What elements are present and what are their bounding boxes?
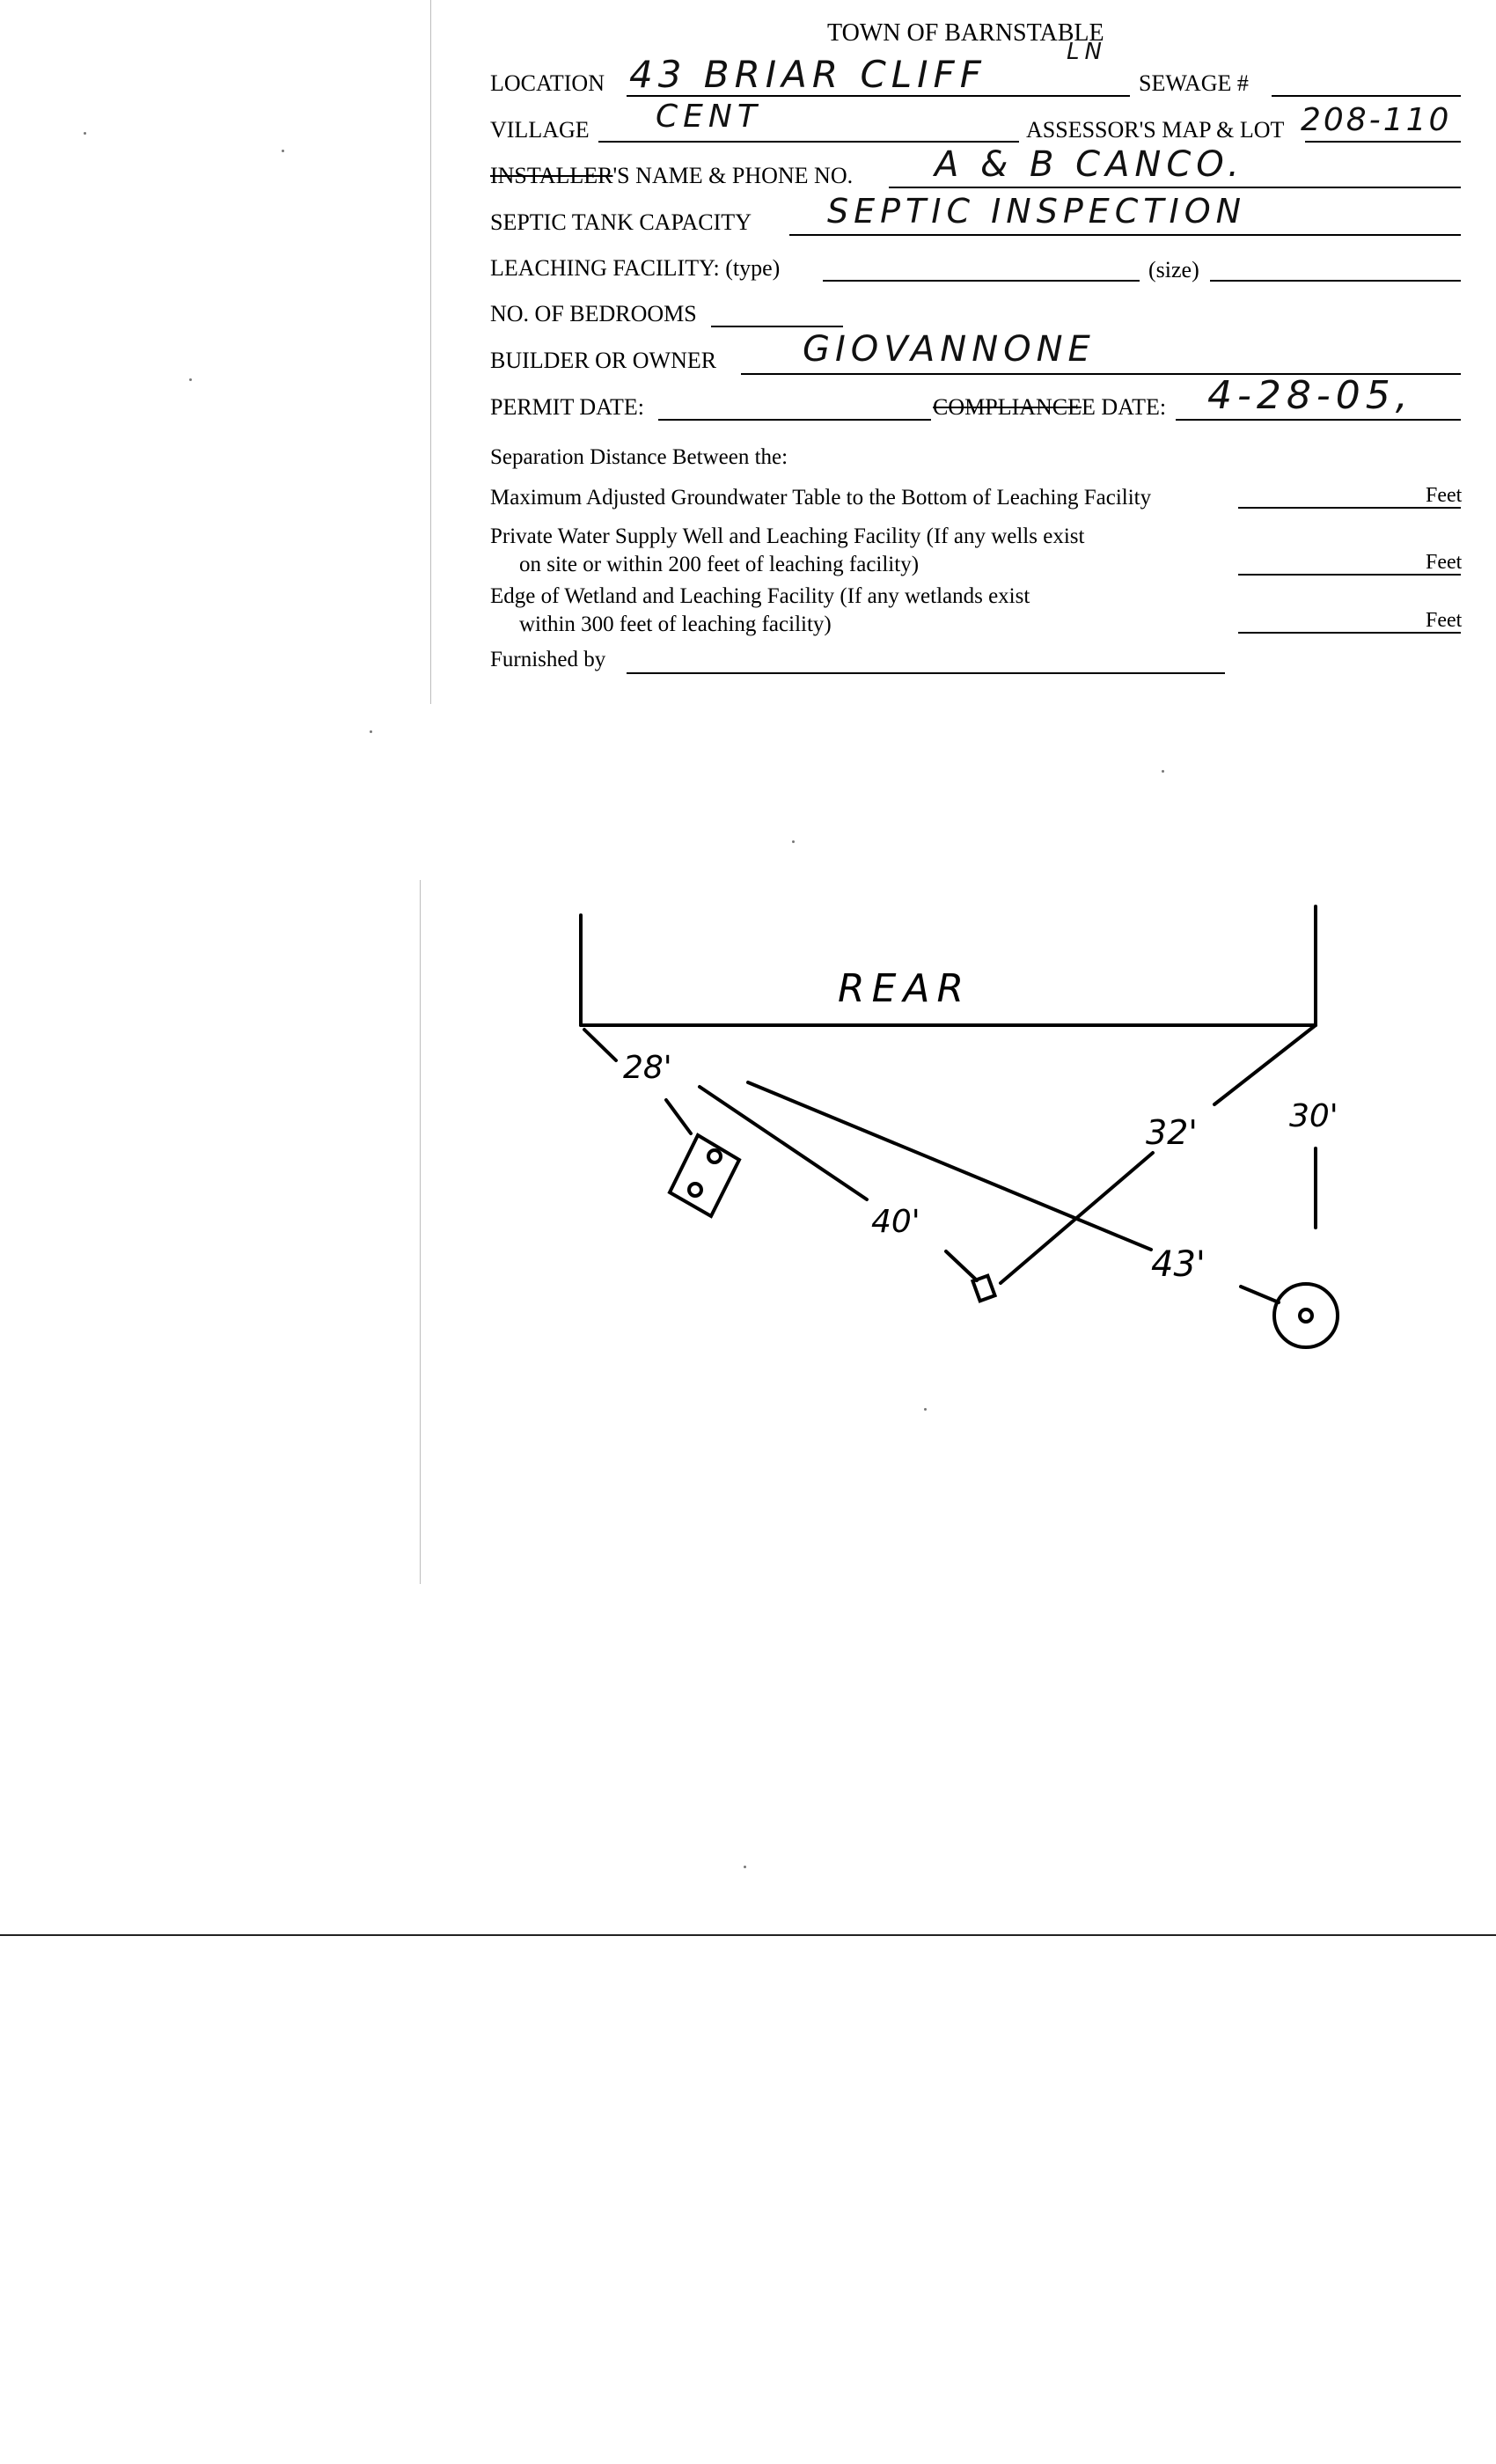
assessor-value: 208-110: [1301, 102, 1452, 138]
assessor-line: [1305, 141, 1461, 143]
rear-label: REAR: [838, 966, 972, 1011]
scan-speck: [282, 150, 284, 152]
form-title: TOWN OF BARNSTABLE: [827, 19, 1104, 47]
installer-line: [889, 187, 1461, 188]
well: [1274, 1284, 1338, 1347]
dim-43: 43': [1151, 1244, 1206, 1285]
line-30-leader: [1241, 1287, 1279, 1302]
distance-2-text-cont: on site or within 200 feet of leaching facility): [519, 553, 920, 576]
compliance-struck: COMPLIANCE: [933, 394, 1082, 420]
distance-3-unit: Feet: [1426, 609, 1463, 632]
dim-40: 40': [871, 1204, 920, 1240]
dim-32: 32': [1146, 1113, 1198, 1152]
septic-value: SEPTIC INSPECTION: [827, 192, 1247, 231]
dim-30: 30': [1289, 1098, 1338, 1134]
sewage-label: SEWAGE #: [1139, 70, 1249, 96]
separation-heading: Separation Distance Between the:: [490, 445, 788, 469]
leaching-size-field[interactable]: [1210, 280, 1461, 282]
scan-bottom-edge: [0, 1934, 1496, 1936]
septic-label: SEPTIC TANK CAPACITY: [490, 209, 752, 235]
installer-label-rest: 'S NAME & PHONE NO.: [612, 163, 854, 188]
scan-speck: [189, 378, 192, 381]
line-32: [1214, 1025, 1316, 1104]
line-40: [700, 1087, 867, 1199]
date-line: [1176, 419, 1461, 421]
location-label: LOCATION: [490, 70, 605, 96]
scan-speck: [1162, 770, 1164, 773]
scan-speck: [84, 132, 86, 135]
installer-label-struck: INSTALLER: [490, 163, 613, 188]
village-value: CENT: [656, 99, 762, 135]
line-40-b: [946, 1251, 977, 1280]
installer-value: A & B CANCO.: [935, 144, 1244, 185]
owner-value: GIOVANNONE: [803, 329, 1096, 370]
distance-2-unit: Feet: [1426, 551, 1463, 574]
furnished-label: Furnished by: [490, 648, 606, 671]
furnished-field[interactable]: [627, 672, 1225, 674]
line-43: [748, 1082, 1151, 1250]
leaching-type-field[interactable]: [823, 280, 1140, 282]
distance-2-text: Private Water Supply Well and Leaching Facility (If any wells exist: [490, 524, 1085, 548]
distribution-box: [972, 1276, 994, 1302]
village-line: [598, 141, 1019, 143]
septic-line: [789, 234, 1461, 236]
compliance-label: COMPLIANCEE DATE:: [933, 394, 1167, 420]
bedrooms-label: NO. OF BEDROOMS: [490, 301, 697, 326]
leaching-size-label: (size): [1148, 257, 1199, 282]
assessor-label: ASSESSOR'S MAP & LOT: [1026, 117, 1285, 143]
bedrooms-field[interactable]: [711, 326, 843, 327]
tank-cover: [708, 1150, 721, 1162]
date-value: 4-28-05,: [1207, 373, 1413, 418]
dim-28: 28': [623, 1050, 672, 1086]
scan-speck: [792, 840, 795, 843]
leader-28-b: [666, 1100, 691, 1133]
sewage-field[interactable]: [1272, 95, 1461, 97]
permit-date-label: PERMIT DATE:: [490, 394, 645, 420]
distance-3-text-cont: within 300 feet of leaching facility): [519, 612, 832, 636]
distance-1-unit: Feet: [1426, 484, 1463, 507]
village-label: VILLAGE: [490, 117, 590, 143]
leader-28: [584, 1030, 616, 1060]
permit-date-field[interactable]: [658, 419, 931, 421]
date-label: DATE:: [1101, 394, 1167, 420]
scan-speck: [370, 730, 372, 733]
installer-label: [490, 163, 853, 189]
tank-cover: [689, 1184, 701, 1196]
site-sketch: [0, 880, 1496, 2332]
owner-label: BUILDER OR OWNER: [490, 348, 717, 373]
septic-tank: [670, 1135, 739, 1216]
scan-margin-line: [430, 0, 431, 704]
leaching-label: LEACHING FACILITY: (type): [490, 255, 781, 281]
distance-3-text: Edge of Wetland and Leaching Facility (If any wetlands exist: [490, 584, 1030, 608]
location-suffix: LN: [1067, 39, 1107, 65]
location-value: 43 BRIAR CLIFF: [629, 53, 986, 96]
distance-1-text: Maximum Adjusted Groundwater Table to the Bottom of Leaching Facility: [490, 486, 1152, 510]
well-center: [1300, 1309, 1312, 1322]
